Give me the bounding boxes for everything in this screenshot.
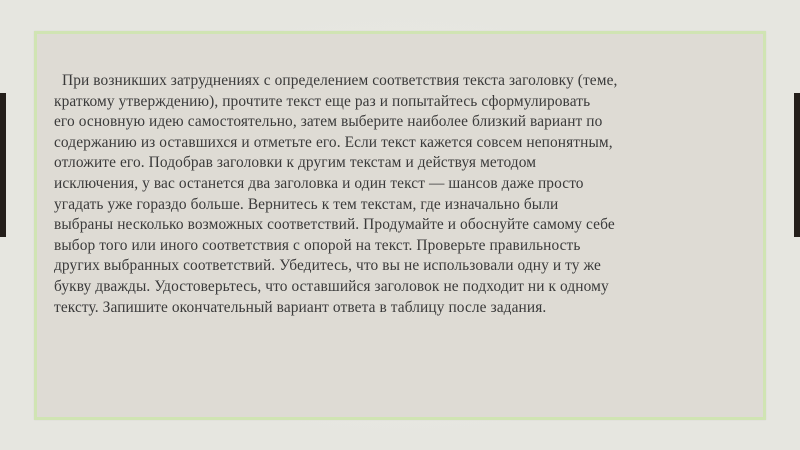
right-decorative-bar bbox=[794, 93, 800, 237]
text-line: угадать уже гораздо больше. Вернитесь к тем текстам, где изначально были bbox=[54, 195, 559, 213]
text-line: содержанию из оставшихся и отметьте его. Если текст кажется совсем непонятным, bbox=[54, 133, 613, 151]
text-line: его основную идею самостоятельно, затем выберите наиболее близкий вариант по bbox=[54, 113, 603, 131]
text-line: выбор того или иного соответствия с опорой на текст. Проверьте правильность bbox=[54, 236, 581, 254]
text-line: При возникших затруднениях с определением соответствия текста заголовку (теме, bbox=[62, 72, 618, 89]
text-line: выбраны несколько возможных соответствий. Продумайте и обоснуйте самому себе bbox=[54, 216, 615, 234]
text-line: букву дважды. Удостоверьтесь, что оставшийся заголовок не подходит ни к одному bbox=[54, 277, 609, 295]
text-line: других выбранных соответствий. Убедитесь, что вы не использовали одну и ту же bbox=[54, 257, 601, 275]
slide-body-text bbox=[54, 71, 754, 318]
text-line: краткому утверждению), прочтите текст еще раз и попытайтесь сформулировать bbox=[54, 92, 591, 110]
text-line: отложите его. Подобрав заголовки к другим текстам и действуя методом bbox=[54, 154, 537, 172]
text-line: исключения, у вас останется два заголовка и один текст — шансов даже просто bbox=[54, 174, 584, 192]
text-line: тексту. Запишите окончательный вариант ответа в таблицу после задания. bbox=[54, 298, 547, 316]
left-decorative-bar bbox=[0, 93, 6, 237]
